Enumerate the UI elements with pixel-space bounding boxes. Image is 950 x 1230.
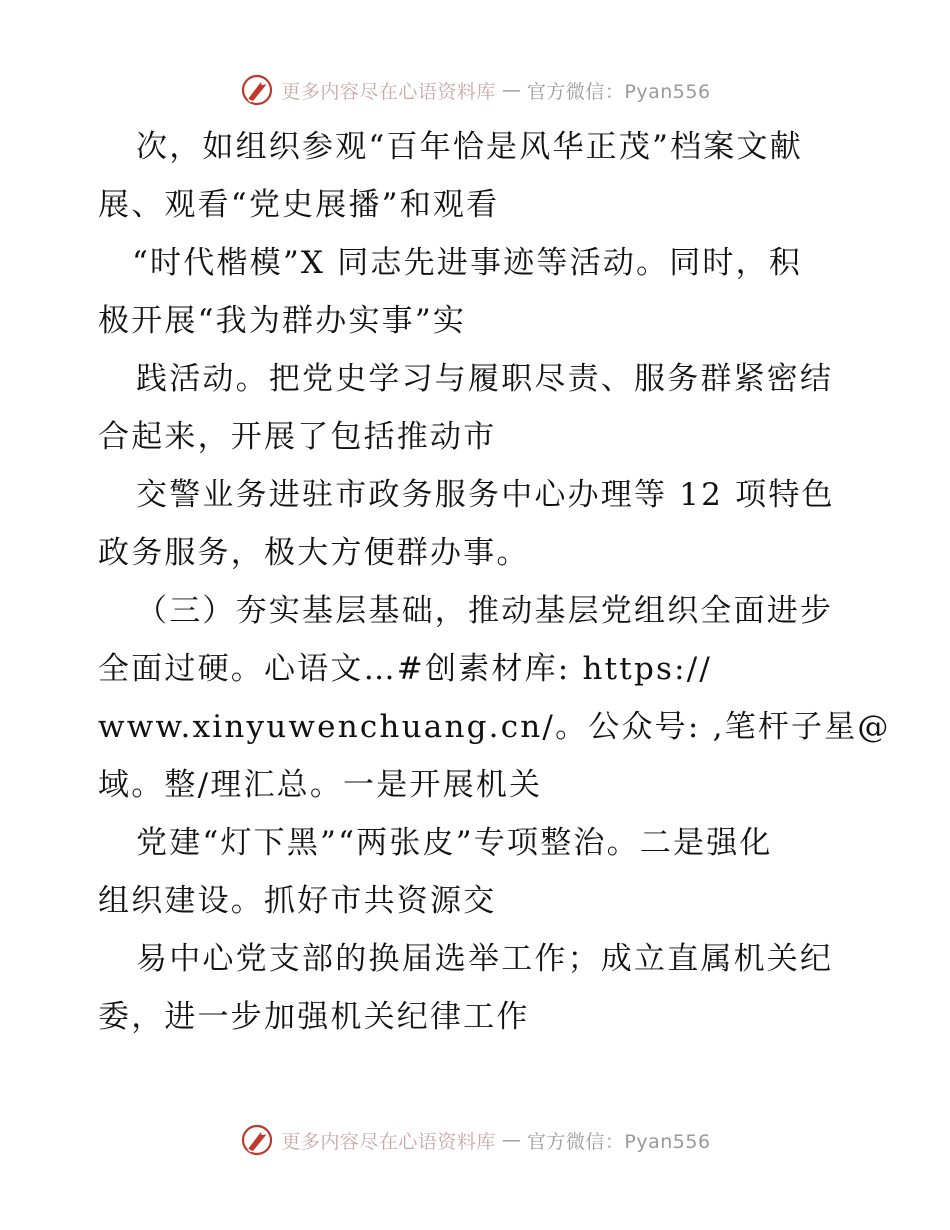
paragraph-line: 委，进一步加强机关纪律工作 [98, 999, 530, 1035]
paragraph-line: 政务服务，极大方便群办事。 [98, 535, 530, 571]
paragraph-line: 合起来，开展了包括推动市 [98, 419, 497, 455]
section-heading-line: （三）夯实基层基础，推动基层党组织全面进步 [136, 593, 834, 629]
banner-wechat-text: 官方微信：Pyan556 [526, 80, 711, 103]
paragraph-line: 展、观看“党史展播”和观看 [98, 187, 500, 223]
paragraph-line: 极开展“我为群办实事”实 [98, 303, 467, 339]
paragraph-line: 次，如组织参观“百年恰是风华正茂”档案文献 [136, 129, 803, 165]
paragraph-line: 交警业务进驻市政务服务中心办理等 12 项特色 [136, 477, 835, 513]
paragraph-line: 易中心党支部的换届选举工作；成立直属机关纪 [136, 941, 834, 977]
banner-main-text: 更多内容尽在心语资料库 [281, 1130, 496, 1153]
pen-logo-icon [239, 72, 275, 108]
footer-watermark-banner [0, 1120, 950, 1160]
banner-wechat-text: 官方微信：Pyan556 [526, 1130, 711, 1153]
paragraph-line: 组织建设。抓好市共资源交 [98, 883, 497, 919]
pen-logo-icon [239, 1122, 275, 1158]
header-watermark-banner [0, 70, 950, 110]
paragraph-line: 践活动。把党史学习与履职尽责、服务群紧密结 [136, 361, 834, 397]
paragraph-line: “时代楷模”X 同志先进事迹等活动。同时，积 [132, 245, 803, 281]
document-body [98, 118, 891, 1046]
banner-dash: — [501, 1129, 521, 1151]
paragraph-line: www.xinyuwenchuang.cn/。公众号: ,笔杆子星@ [98, 709, 891, 745]
paragraph-line: 全面过硬。心语文…#创素材库: https:// [98, 651, 713, 687]
paragraph-line: 党建“灯下黑”“两张皮”专项整治。二是强化 [136, 825, 773, 861]
banner-dash: — [501, 79, 521, 101]
paragraph-line: 域。整/理汇总。一是开展机关 [98, 767, 543, 803]
banner-main-text: 更多内容尽在心语资料库 [281, 80, 496, 103]
